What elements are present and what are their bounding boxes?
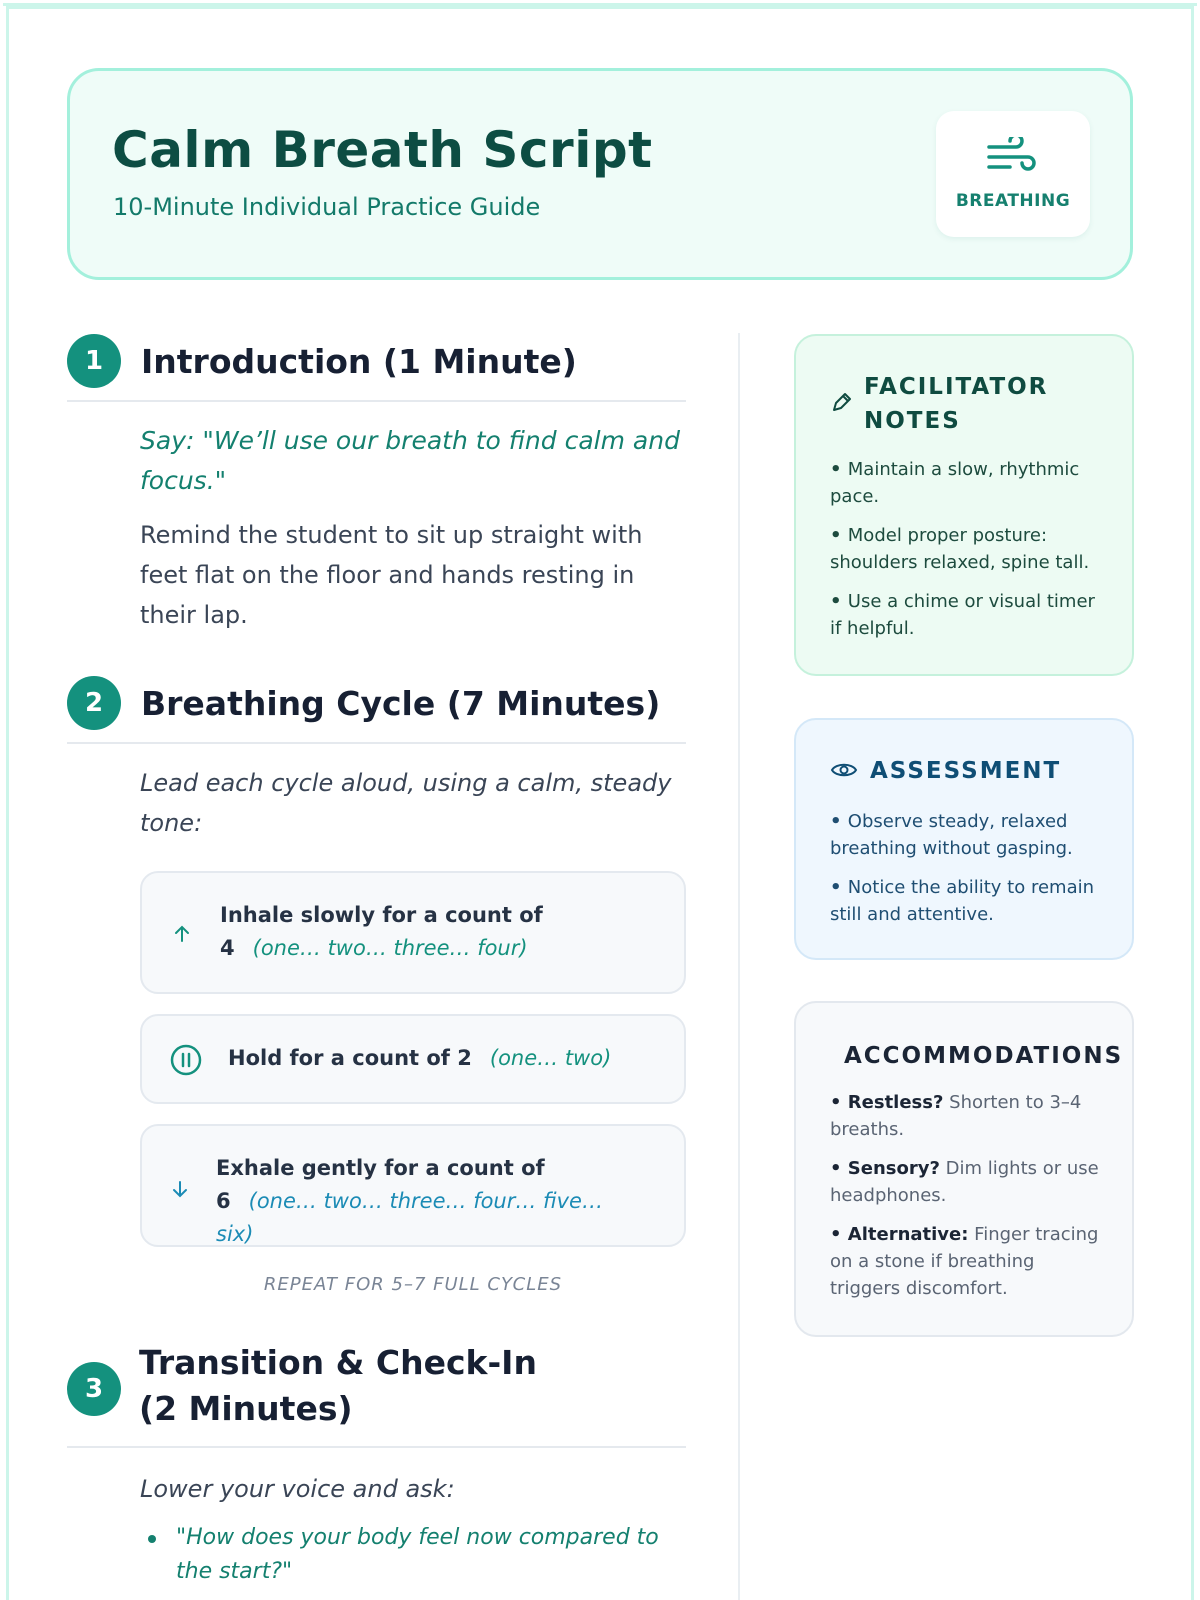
accommodation-text: Finger tracing on a stone if breathing triggers discomfort. [830, 1224, 1099, 1299]
step-instruction: Exhale gently for a count of 6 [216, 1156, 545, 1213]
section-transition-header [67, 1334, 686, 1448]
section-number: 3 [67, 1362, 121, 1416]
breathing-intro: Lead each cycle aloud, using a calm, steady tone: [140, 769, 672, 837]
facilitator-notes-card: FACILITATOR NOTES • Maintain a slow, rhythmic pace. • Model proper posture: shoulders relaxed, spine tall. • Use a chime or visual timer if helpful. [794, 334, 1134, 676]
section-title: Introduction (1 Minute) [141, 342, 577, 381]
section-title: Transition & Check-In (2 Minutes) [139, 1343, 537, 1428]
card-heading: ACCOMMODATIONS [844, 1043, 1124, 1069]
step-card-hold [140, 1014, 686, 1104]
accommodation-lead: Restless? [847, 1092, 944, 1113]
assessment-item: Notice the ability to remain still and attentive. [830, 877, 1095, 925]
eye-icon [830, 760, 858, 780]
column-divider [738, 333, 740, 1600]
step-count: (one… two… three… four) [252, 936, 528, 960]
page-subtitle: 10-Minute Individual Practice Guide [113, 193, 541, 221]
pen-icon [830, 390, 854, 414]
intro-instructions: Remind the student to sit up straight with feet flat on the floor and hands resting in their lap. [140, 521, 643, 629]
arrow-up-icon [172, 924, 192, 944]
accommodation-lead: Alternative: [847, 1224, 969, 1245]
accommodation-text: Dim lights or use headphones. [830, 1158, 1099, 1206]
section-intro-header [67, 334, 686, 402]
page-title: Calm Breath Script [112, 121, 653, 179]
accommodations-card: ACCOMMODATIONS • Restless? Shorten to 3–4 breaths. • Sensory? Dim lights or use headphones. • Alternative: Finger tracing on a stone if breathing triggers discomfort. [794, 1001, 1134, 1337]
accommodation-lead: Sensory? [847, 1158, 940, 1179]
header-banner [67, 68, 1133, 280]
accommodation-text: Shorten to 3–4 breaths. [830, 1092, 1082, 1140]
assessment-item: Observe steady, relaxed breathing without gasping. [830, 811, 1073, 859]
note-item: Maintain a slow, rhythmic pace. [830, 459, 1080, 507]
check-in-question: "How does your body feel now compared to the start?" [148, 1521, 688, 1589]
breathing-badge [936, 111, 1090, 237]
section-title: Breathing Cycle (7 Minutes) [141, 684, 661, 723]
say-prompt: Say: "We’ll use our breath to find calm and focus." [140, 426, 680, 495]
section-breathing-header [67, 676, 686, 744]
pause-circle-icon [169, 1043, 203, 1077]
transition-intro: Lower your voice and ask: [140, 1475, 455, 1503]
assessment-card: ASSESSMENT • Observe steady, relaxed breathing without gasping. • Notice the ability to remain still and attentive. [794, 718, 1134, 960]
repeat-note: REPEAT FOR 5–7 FULL CYCLES [263, 1274, 563, 1295]
card-heading: FACILITATOR NOTES [864, 374, 1049, 434]
step-card-exhale [140, 1124, 686, 1247]
step-instruction: Hold for a count of 2 [228, 1046, 472, 1070]
step-count: (one… two… three… four… five… six) [216, 1189, 603, 1246]
step-count: (one… two) [489, 1046, 612, 1070]
badge-label: BREATHING [955, 191, 1071, 211]
note-item: Use a chime or visual timer if helpful. [830, 591, 1095, 639]
step-instruction: Inhale slowly for a count of 4 [220, 903, 543, 960]
wind-icon [986, 137, 1040, 177]
note-item: Model proper posture: shoulders relaxed, spine tall. [830, 525, 1090, 573]
step-card-inhale [140, 871, 686, 994]
card-heading: ASSESSMENT [870, 758, 1062, 784]
section-number: 2 [67, 676, 121, 730]
arrow-down-icon [170, 1179, 190, 1199]
section-number: 1 [67, 334, 121, 388]
